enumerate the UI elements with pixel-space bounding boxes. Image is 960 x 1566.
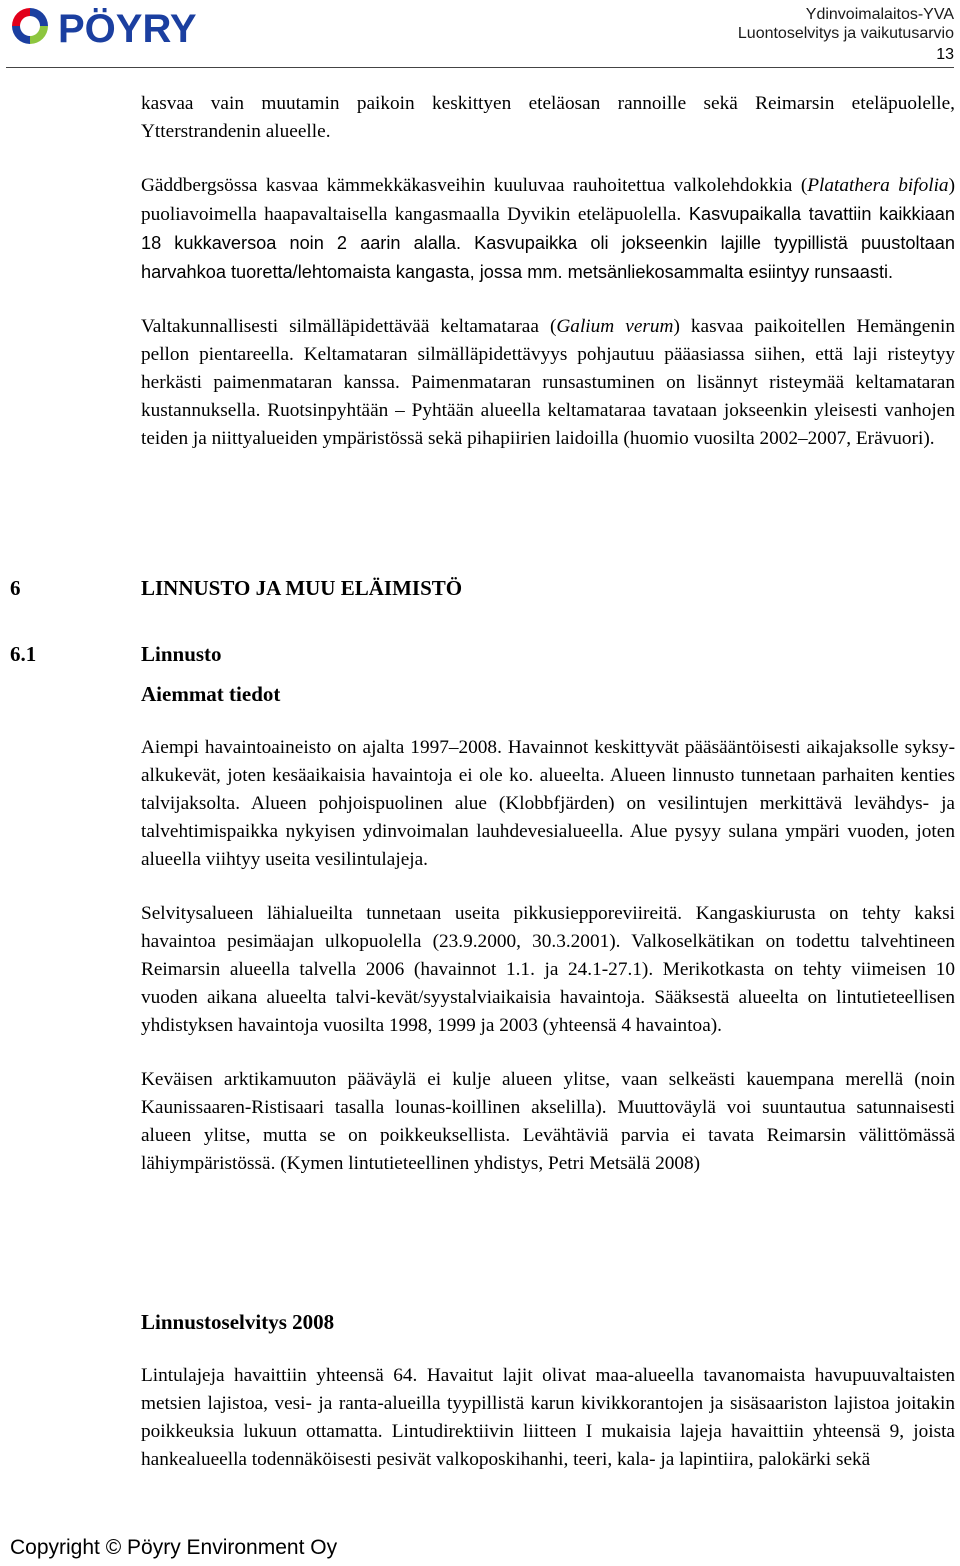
body-text-linnustoselvitys <box>141 1362 955 1474</box>
paragraph: Selvitysalueen lähialueilta tunnetaan useita pikkusiepporeviireitä. Kangaskiurusta on tehty kaksi havaintoa pesimäajan ulkopuolella (23.9.2000, 30.3.2001). Valkoselkätikan on todettu talvehtineen Reimarsin alueella talvella 2006 (havainnot 1.1. ja 24.1-27.1). Merikotkasta on tehty viimeisen 10 vuoden aikana alueelta talvi-kevät/syystalviaikaisia havaintoja. Sääksestä alueelta on lintutieteellisen yhdistyksen havaintoja vuosilta 1998, 1999 ja 2003 (yhteensä 4 havaintoa). <box>141 903 955 1036</box>
copyright-footer: Copyright © Pöyry Environment Oy <box>10 1536 338 1559</box>
page-number: 13 <box>936 46 954 63</box>
subheading: Aiemmat tiedot <box>141 682 281 706</box>
document-title-block <box>738 5 954 43</box>
latin-name: Platathera bifolia <box>807 175 949 196</box>
section-title: LINNUSTO JA MUU ELÄIMISTÖ <box>141 576 463 600</box>
subsection-number: 6.1 <box>10 642 37 666</box>
poyry-logo-icon <box>8 4 278 48</box>
document-subtitle: Luontoselvitys ja vaikutusarvio <box>737 25 954 42</box>
page-header <box>0 0 960 66</box>
paragraph: Keväisen arktikamuuton pääväylä ei kulje alueen ylitse, vaan selkeästi kauempana merellä (noin Kaunissaaren-Ristisaari tasalla lounas-koillinen akselilla). Muuttoväylä voi suuntautua satunnaisesti alueen ylitse, mutta se on poikkeuksellista. Levähtäviä parvia ei tavata Reimarsin välittömässä lähiympäristössä. (Kymen lintutieteellinen yhdistys, Petri Metsälä 2008) <box>141 1069 955 1174</box>
header-divider <box>6 67 954 68</box>
paragraph: Valtakunnallisesti silmälläpidettävää keltamataraa (Galium verum) kasvaa paikoitellen Hemängenin pellon pientareella. Keltamataran silmälläpidettävyys pohjautuu pääasiassa siihen, että laji risteytyy herkästi paimenmataran kanssa. Paimenmataran runsastuminen on lisännyt risteymää keltamataran kustannuksella. Ruotsinpyhtään – Pyhtään alueella keltamataraa tavataan jokseenkin yleisesti vanhojen teiden ja niittyalueiden ympäristössä sekä pihapiirien laidoilla (huomio vuosilta 2002–2007, Erävuori). <box>141 316 955 449</box>
paragraph: Gäddbergsössa kasvaa kämmekkäkasveihin kuuluvaa rauhoitettua valkolehdokkia (Platathera bifolia) puoliavoimella haapavaltaisella kangasmaalla Dyvikin eteläpuolella. Kasvupaikalla tavattiin kaikkiaan 18 kukkaversoa noin 2 aarin alalla. Kasvupaikka oli jokseenkin lajille tyypillistä puustoltaan harvahkoa tuoretta/lehtomaista kangasta, jossa mm. metsänliekosammalta esiintyy runsaasti. <box>141 175 956 282</box>
poyry-logo <box>8 4 278 48</box>
paragraph: Aiempi havaintoaineisto on ajalta 1997–2008. Havainnot keskittyvät pääsääntöisesti aikajaksolle syksy-alkukevät, joten kesäaikaisia havaintoja ei ole ko. alueelta. Alueen linnusto tunnetaan parhaiten kenties talvijaksolta. Alueen pohjoispuolinen alue (Klobbfjärden) on vesilintujen merkittävä levähdys- ja talvehtimispaikka nykyisen ydinvoimalan lauhdevesialueella. Alue pysyy sulana ympäri vuoden, joten alueella viihtyy useita vesilintulajeja. <box>141 737 955 870</box>
subheading: Linnustoselvitys 2008 <box>141 1310 335 1334</box>
section-number: 6 <box>10 576 21 600</box>
body-text-top <box>141 90 955 453</box>
body-text-aiemmat <box>141 734 955 1178</box>
document-title: Ydinvoimalaitos-YVA <box>805 6 954 23</box>
paragraph: Lintulajeja havaittiin yhteensä 64. Havaitut lajit olivat maa-alueella tavanomaista havupuuvaltaisten metsien lajistoa, vesi- ja ranta-alueilla tyypillistä karun kivikkorantojen ja sisäsaariston lajistoa joitakin poikkeuksia lukuun ottamatta. Lintudirektiivin liitteen I mukaisia lajeja havaittiin yhteensä 9, joista hankealueella todennäköisesti pesivät valkoposkihanhi, teeri, kala- ja lapintiira, palokärki sekä <box>141 1365 955 1470</box>
paragraph: kasvaa vain muutamin paikoin keskittyen eteläosan rannoille sekä Reimarsin eteläpuolelle, Ytterstrandenin alueelle. <box>141 93 955 142</box>
brand-wordmark: PÖYRY <box>58 7 197 48</box>
latin-name: Galium verum <box>556 316 674 337</box>
subsection-title: Linnusto <box>141 642 222 666</box>
